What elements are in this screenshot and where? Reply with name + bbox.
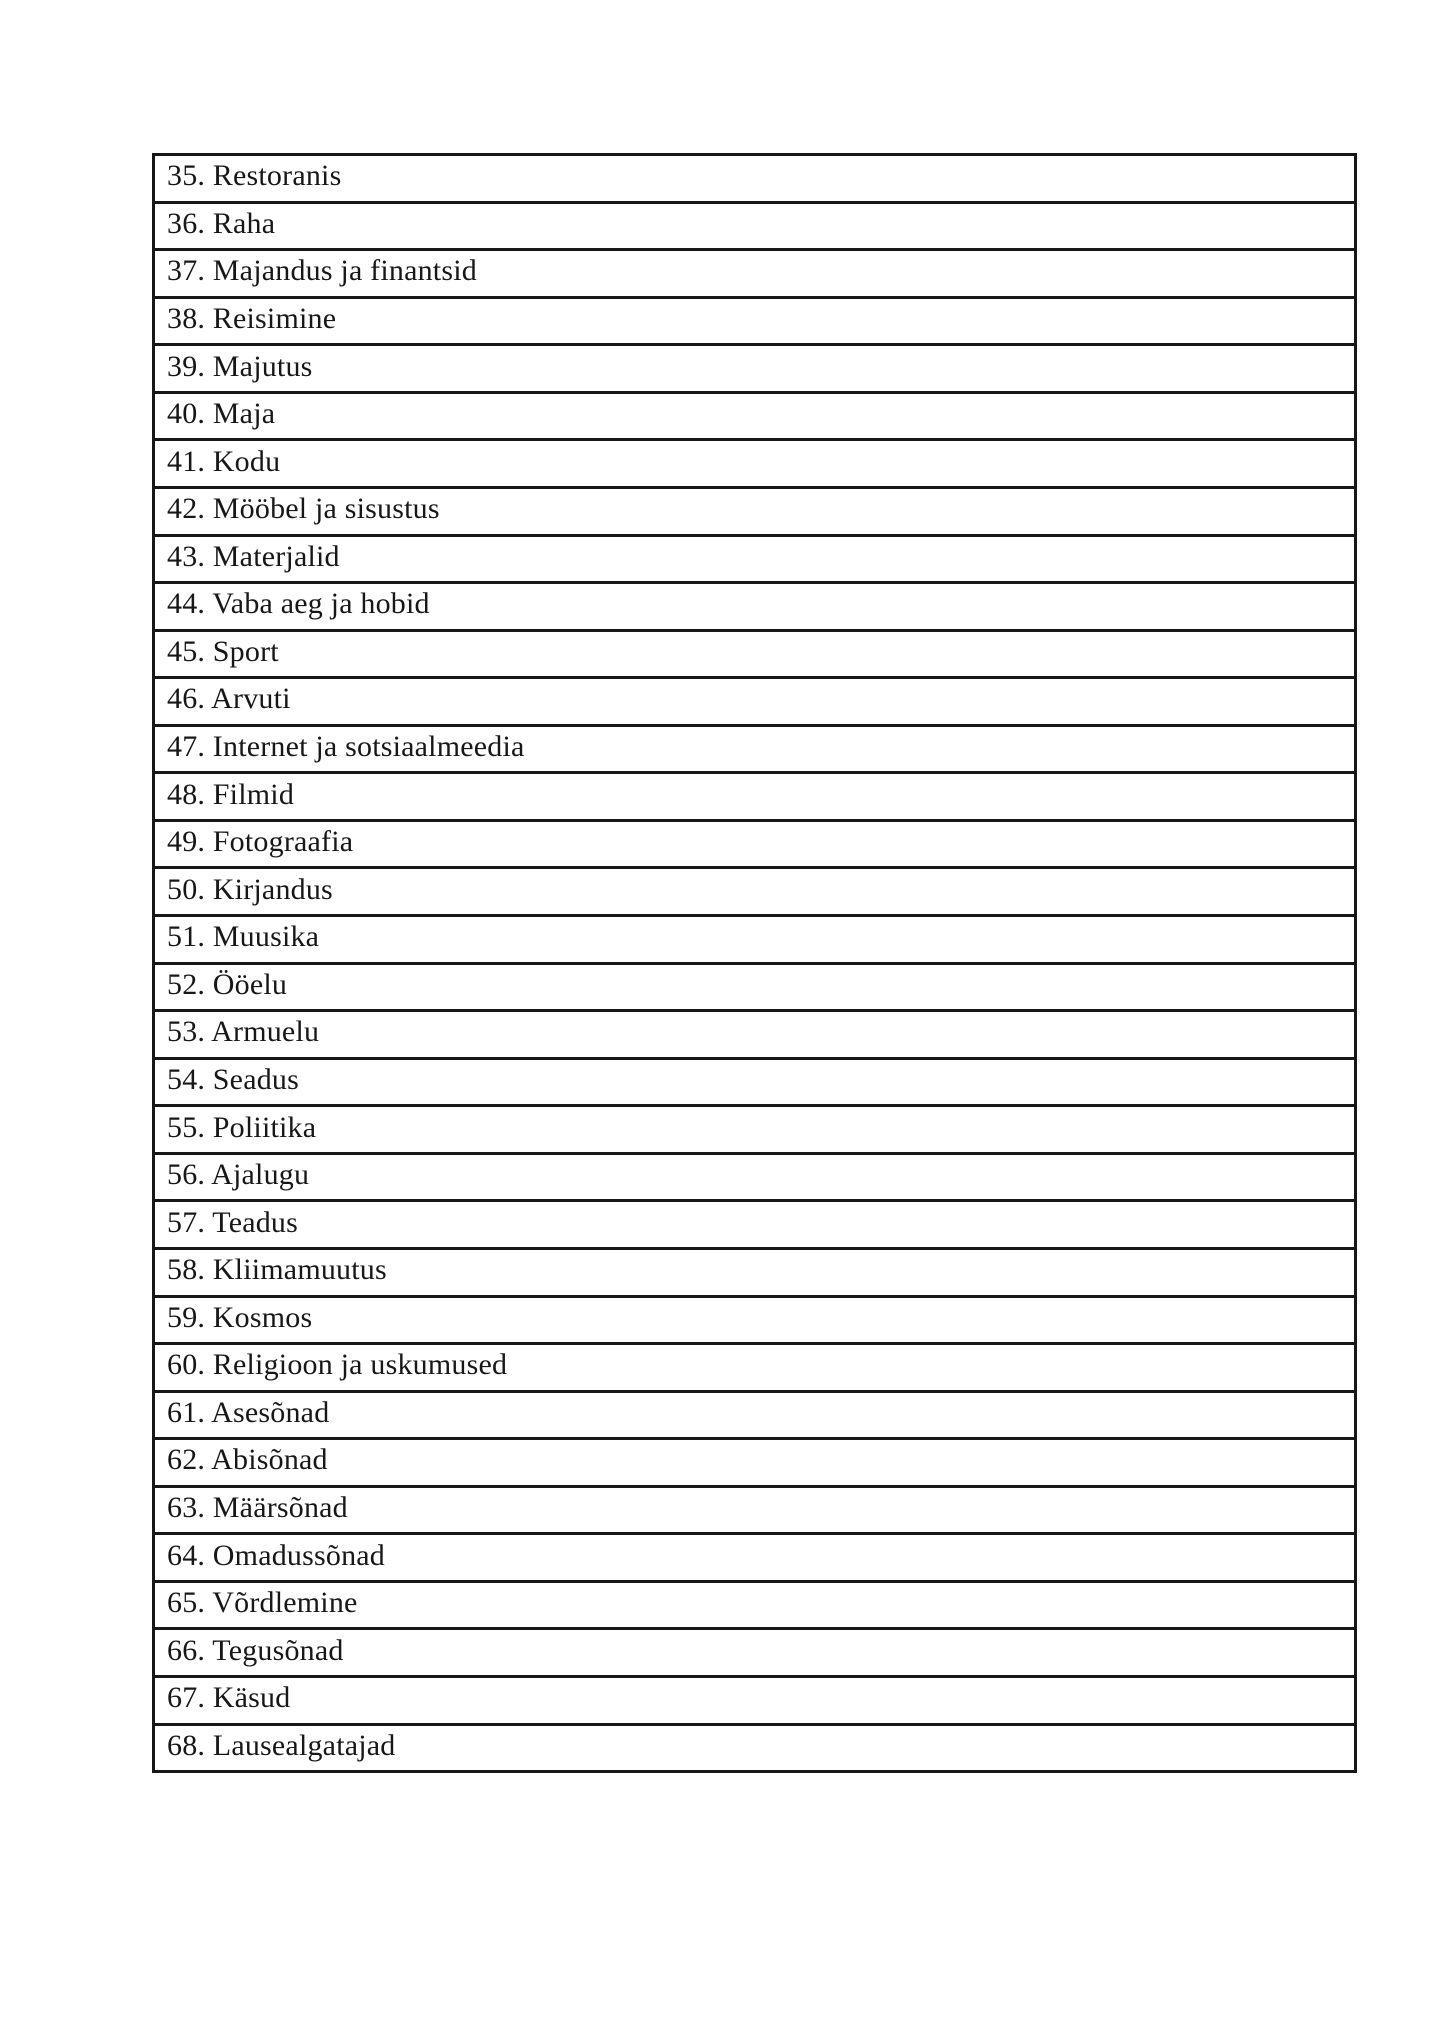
row-text: 42. Mööbel ja sisustus	[167, 492, 440, 526]
row-text: 59. Kosmos	[167, 1300, 313, 1334]
row-text: 65. Võrdlemine	[167, 1586, 358, 1620]
row-text: 61. Asesõnad	[167, 1395, 330, 1429]
row-text: 35. Restoranis	[167, 159, 342, 193]
row-text: 49. Fotograafia	[167, 825, 354, 859]
table-row	[155, 584, 1354, 632]
table-row	[155, 1678, 1354, 1726]
row-text: 36. Raha	[167, 206, 276, 240]
row-text: 66. Tegusõnad	[167, 1633, 344, 1667]
row-text: 37. Majandus ja finantsid	[167, 254, 477, 288]
row-text: 51. Muusika	[167, 920, 320, 954]
row-text: 64. Omadussõnad	[167, 1538, 385, 1572]
table-row	[155, 1155, 1354, 1203]
row-text: 53. Armuelu	[167, 1015, 320, 1049]
row-text: 63. Määrsõnad	[167, 1491, 348, 1525]
table-row	[155, 156, 1354, 204]
table-row	[155, 1440, 1354, 1488]
row-text: 45. Sport	[167, 634, 279, 668]
table-row	[155, 869, 1354, 917]
row-text: 55. Poliitika	[167, 1110, 317, 1144]
table-row	[155, 489, 1354, 537]
row-text: 40. Maja	[167, 397, 276, 431]
row-text: 58. Kliimamuutus	[167, 1253, 387, 1287]
row-text: 54. Seadus	[167, 1062, 299, 1096]
table-row	[155, 1345, 1354, 1393]
table-row	[155, 727, 1354, 775]
row-text: 52. Ööelu	[167, 967, 288, 1001]
table-row	[155, 679, 1354, 727]
table-row	[155, 1488, 1354, 1536]
table-row	[155, 346, 1354, 394]
table-row	[155, 1583, 1354, 1631]
row-text: 62. Abisõnad	[167, 1443, 328, 1477]
table-row	[155, 1250, 1354, 1298]
table-row	[155, 251, 1354, 299]
table-row	[155, 537, 1354, 585]
table-row	[155, 1298, 1354, 1346]
row-text: 44. Vaba aeg ja hobid	[167, 587, 430, 621]
table-row	[155, 1060, 1354, 1108]
table-row	[155, 441, 1354, 489]
row-text: 43. Materjalid	[167, 539, 340, 573]
table-row	[155, 394, 1354, 442]
row-text: 50. Kirjandus	[167, 872, 333, 906]
table-row	[155, 1393, 1354, 1441]
row-text: 48. Filmid	[167, 777, 295, 811]
table-row	[155, 1202, 1354, 1250]
table-row	[155, 774, 1354, 822]
row-text: 56. Ajalugu	[167, 1158, 310, 1192]
table-row	[155, 1630, 1354, 1678]
table-row	[155, 822, 1354, 870]
table-row	[155, 965, 1354, 1013]
row-text: 39. Majutus	[167, 349, 313, 383]
row-text: 67. Käsud	[167, 1681, 291, 1715]
row-text: 46. Arvuti	[167, 682, 291, 716]
table-row	[155, 1107, 1354, 1155]
table-row	[155, 204, 1354, 252]
row-text: 57. Teadus	[167, 1205, 298, 1239]
row-text: 38. Reisimine	[167, 301, 337, 335]
row-text: 47. Internet ja sotsiaalmeedia	[167, 730, 525, 764]
table-row	[155, 1726, 1354, 1771]
table-row	[155, 917, 1354, 965]
row-text: 60. Religioon ja uskumused	[167, 1348, 508, 1382]
table-row	[155, 299, 1354, 347]
row-text: 41. Kodu	[167, 444, 281, 478]
table-row	[155, 1535, 1354, 1583]
table-row	[155, 1012, 1354, 1060]
row-text: 68. Lausealgatajad	[167, 1728, 396, 1762]
table-row	[155, 632, 1354, 680]
contents-table	[152, 153, 1357, 1773]
